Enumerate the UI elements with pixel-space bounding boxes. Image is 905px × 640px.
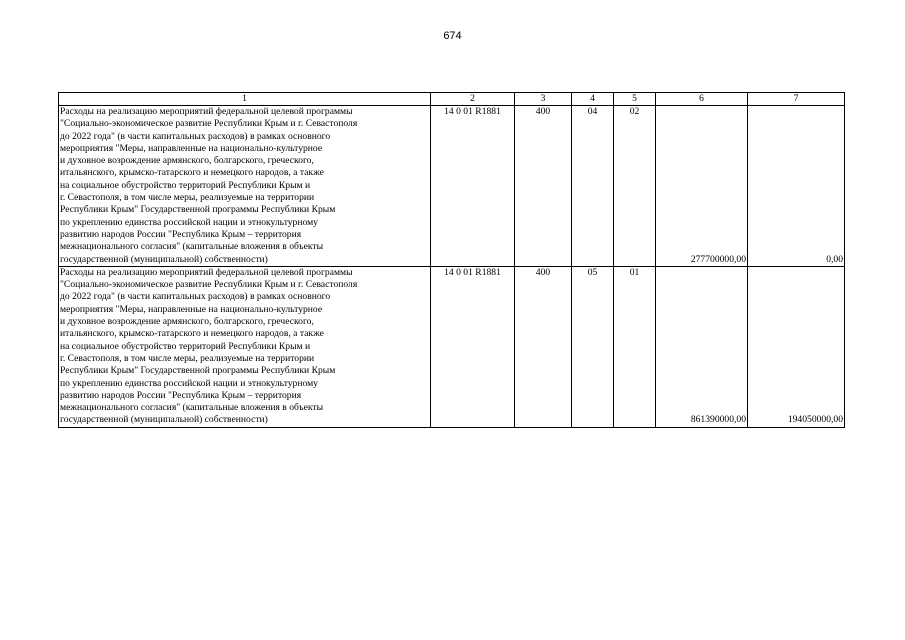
column-header: 1 [59,93,431,106]
amount-column-6: 861390000,00 [656,266,748,427]
table-header-row [59,93,845,106]
budget-table [58,92,845,428]
subsection-code: 01 [614,266,656,427]
target-article-code: 14 0 01 R1881 [431,266,515,427]
section-code: 05 [572,266,614,427]
column-header: 4 [572,93,614,106]
column-header: 2 [431,93,515,106]
target-article-code: 14 0 01 R1881 [431,106,515,267]
subsection-code: 02 [614,106,656,267]
amount-column-7: 0,00 [748,106,845,267]
table-row [59,266,845,427]
column-header: 7 [748,93,845,106]
amount-column-6: 277700000,00 [656,106,748,267]
page-number: 674 [443,30,462,42]
table-row [59,106,845,267]
amount-column-7: 194050000,00 [748,266,845,427]
section-code: 04 [572,106,614,267]
expense-description: Расходы на реализацию мероприятий федеральной целевой программы "Социально-экономическое развитие Республики Крым и г. Севастополя до 2022 года" (в части капитальных расходов) в рамках основного мероприятия "Меры, направленные на национально-культурное и духовное возрождение армянского, болгарского, греческого, итальянского, крымско-татарского и немецкого народов, а также на социальное обустройство территорий Республики Крым и г. Севастополя, в том числе меры, реализуемые на территории Республики Крым" Государственной программы Республики Крым по укреплению единства российской нации и этнокультурному развитию народов России "Республика Крым – территория межнационального согласия" (капитальные вложения в объекты государственной (муниципальной) собственности) [59,106,431,267]
column-header: 6 [656,93,748,106]
expense-description: Расходы на реализацию мероприятий федеральной целевой программы "Социально-экономическое развитие Республики Крым и г. Севастополя до 2022 года" (в части капитальных расходов) в рамках основного мероприятия "Меры, направленные на национально-культурное и духовное возрождение армянского, болгарского, греческого, итальянского, крымско-татарского и немецкого народов, а также на социальное обустройство территорий Республики Крым и г. Севастополя, в том числе меры, реализуемые на территории Республики Крым" Государственной программы Республики Крым по укреплению единства российской нации и этнокультурному развитию народов России "Республика Крым – территория межнационального согласия" (капитальные вложения в объекты государственной (муниципальной) собственности) [59,266,431,427]
expense-type-code: 400 [515,106,572,267]
expense-type-code: 400 [515,266,572,427]
column-header: 5 [614,93,656,106]
column-header: 3 [515,93,572,106]
